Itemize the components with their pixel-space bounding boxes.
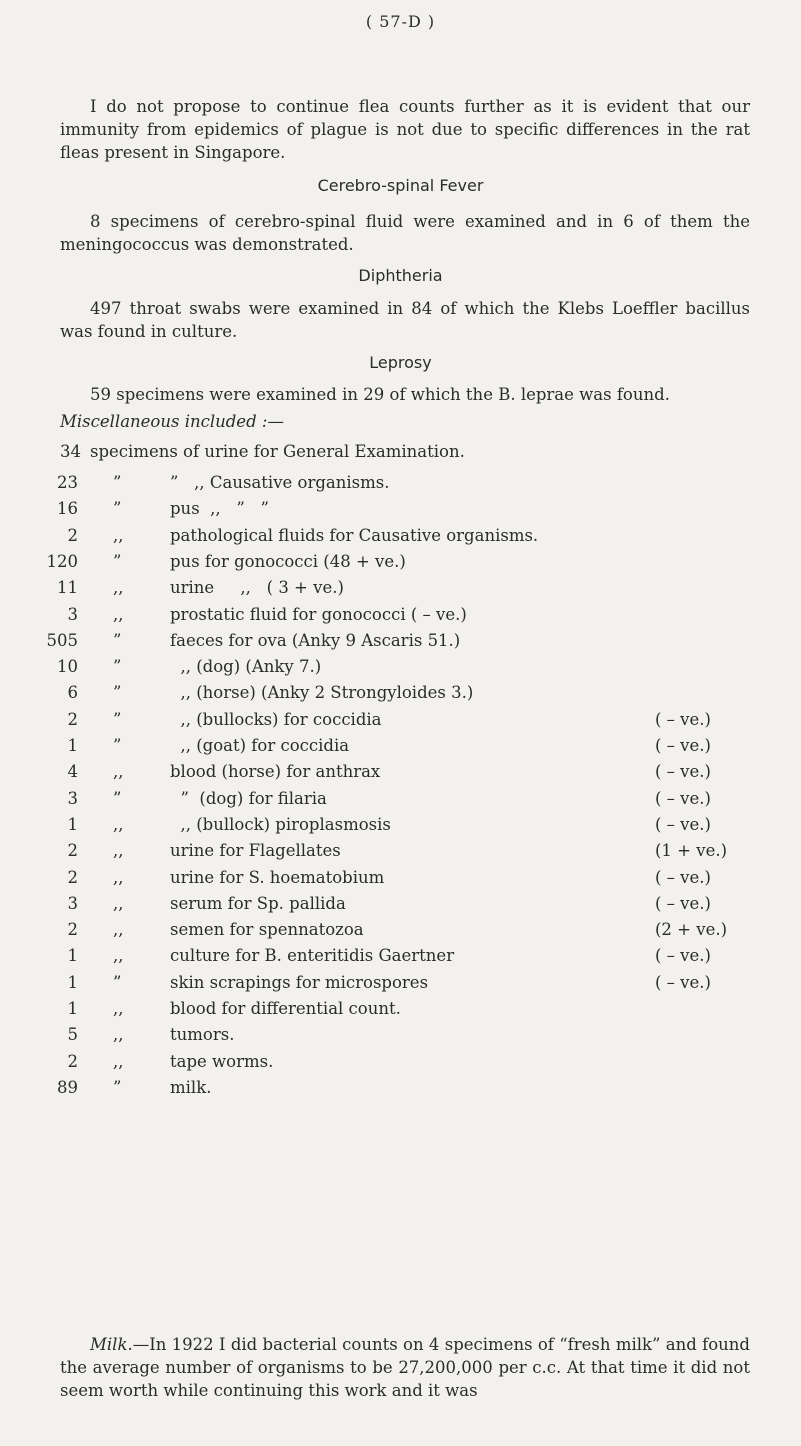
misc-count: 2 [67, 920, 78, 940]
misc-row [0, 710, 801, 736]
misc-count: 5 [67, 1025, 78, 1045]
paragraph-cerebro-spinal-fever: 8 specimens of cerebro-spinal fluid were examined and in 6 of them the meningococcus was demonstrated. [60, 212, 750, 254]
misc-row [0, 1052, 801, 1078]
misc-result: ( – ve.) [655, 709, 711, 729]
intro-paragraph: I do not propose to continue flea counts further as it is evident that our immunity from epidemics of plague is not due to specific differences in the rat fleas present in Singapore. [60, 97, 750, 162]
misc-description: milk. [170, 1077, 212, 1097]
misc-description: urine ,, ( 3 + ve.) [170, 578, 344, 598]
heading-diphtheria: Diphtheria [358, 266, 443, 285]
misc-ditto: ,, [113, 604, 124, 624]
misc-ditto: ,, [113, 920, 124, 940]
misc-count: 11 [57, 578, 78, 598]
misc-result: (1 + ve.) [655, 841, 728, 861]
misc-description: ,, (dog) (Anky 7.) [170, 657, 322, 677]
misc-row [0, 841, 801, 867]
misc-ditto: ” [113, 683, 122, 703]
misc-ditto: ,, [113, 999, 124, 1018]
misc-count: 3 [67, 893, 78, 913]
misc-result: (2 + ve.) [655, 920, 728, 940]
misc-ditto: ,, [113, 525, 124, 545]
misc-description: ,, (bullocks) for coccidia [170, 709, 382, 729]
misc-description: ,, (bullock) piroplasmosis [170, 814, 391, 834]
misc-description: serum for Sp. pallida [170, 893, 346, 913]
misc-description: pathological fluids for Causative organisms. [170, 525, 539, 545]
misc-result: ( – ve.) [655, 893, 711, 913]
misc-ditto: ,, [113, 814, 124, 834]
misc-description: blood (horse) for anthrax [170, 762, 381, 782]
misc-first-text: specimens of urine for General Examination. [90, 442, 465, 461]
misc-row [0, 789, 801, 815]
misc-ditto: ,, [113, 1051, 124, 1071]
misc-row [0, 999, 801, 1025]
page-number: ( 57-D ) [365, 12, 436, 31]
misc-ditto: ” [113, 630, 122, 650]
misc-count: 2 [67, 1051, 78, 1071]
misc-count: 10 [57, 657, 78, 677]
misc-row [0, 946, 801, 972]
misc-ditto: ” [113, 788, 122, 808]
misc-row [0, 1025, 801, 1051]
misc-count: 1 [67, 946, 78, 966]
misc-row [0, 973, 801, 999]
misc-ditto: ” [113, 972, 122, 992]
misc-ditto: ” [113, 499, 122, 519]
misc-row [0, 1078, 801, 1104]
misc-result: ( – ve.) [655, 736, 711, 755]
misc-description: ” (dog) for filaria [170, 788, 327, 808]
misc-result: ( – ve.) [655, 946, 711, 966]
misc-row [0, 894, 801, 920]
misc-row [0, 499, 801, 525]
misc-count: 3 [67, 788, 78, 808]
misc-description: tumors. [170, 1025, 235, 1045]
misc-result: ( – ve.) [655, 762, 711, 782]
misc-row [0, 815, 801, 841]
heading-leprosy: Leprosy [369, 353, 432, 372]
misc-description: pus for gonococci (48 + ve.) [170, 551, 406, 571]
misc-row [0, 736, 801, 762]
misc-ditto: ” [113, 473, 122, 492]
misc-description: semen for spennatozoa [170, 920, 364, 940]
misc-row [0, 657, 801, 683]
misc-ditto: ,, [113, 841, 124, 861]
misc-result: ( – ve.) [655, 867, 711, 887]
misc-count: 1 [67, 736, 78, 755]
misc-count: 1 [67, 814, 78, 834]
misc-count: 23 [57, 473, 78, 492]
misc-ditto: ” [113, 1077, 122, 1097]
misc-count: 1 [67, 972, 78, 992]
misc-count: 16 [57, 499, 78, 519]
misc-description: tape worms. [170, 1051, 274, 1071]
misc-description: ,, (horse) (Anky 2 Strongyloides 3.) [170, 683, 474, 703]
misc-row [0, 868, 801, 894]
misc-count: 505 [46, 630, 78, 650]
misc-description: skin scrapings for microspores [170, 972, 429, 992]
milk-paragraph [60, 1333, 750, 1402]
misc-description: prostatic fluid for gonococci ( – ve.) [170, 604, 467, 624]
misc-ditto: ,, [113, 867, 124, 887]
misc-ditto: ,, [113, 578, 124, 598]
milk-text: —In 1922 I did bacterial counts on 4 specimens of “fresh milk” and found the average number of organisms to be 27,200,000 per c.c. At that time it did not seem worth while continuing this work and it was [60, 1335, 750, 1400]
misc-count: 120 [46, 551, 78, 571]
misc-description: blood for differential count. [170, 999, 401, 1018]
misc-row [0, 526, 801, 552]
misc-row [0, 762, 801, 788]
misc-description: faeces for ova (Anky 9 Ascaris 51.) [170, 630, 461, 650]
misc-row [0, 605, 801, 631]
misc-count: 2 [67, 841, 78, 861]
paragraph-diphtheria: 497 throat swabs were examined in 84 of which the Klebs Loeffler bacillus was found in culture. [60, 299, 750, 341]
misc-ditto: ” [113, 736, 122, 755]
misc-row [0, 631, 801, 657]
misc-ditto: ,, [113, 1025, 124, 1045]
misc-row [0, 552, 801, 578]
misc-ditto: ,, [113, 946, 124, 966]
misc-result: ( – ve.) [655, 788, 711, 808]
misc-first-count: 34 [60, 442, 81, 461]
misc-first-row [0, 442, 801, 468]
heading-cerebro-spinal-fever: Cerebro-spinal Fever [317, 176, 484, 195]
misc-count: 2 [67, 709, 78, 729]
misc-row [0, 683, 801, 709]
misc-count: 89 [57, 1077, 78, 1097]
misc-description: ,, (goat) for coccidia [170, 736, 350, 755]
misc-ditto: ” [113, 709, 122, 729]
misc-description: pus ,, ” ” [170, 499, 269, 519]
misc-result: ( – ve.) [655, 814, 711, 834]
misc-row [0, 473, 801, 499]
misc-row [0, 578, 801, 604]
misc-count: 4 [67, 762, 78, 782]
miscellaneous-heading: Miscellaneous included :— [60, 412, 284, 431]
milk-label: Milk. [90, 1335, 133, 1354]
misc-count: 2 [67, 525, 78, 545]
misc-count: 2 [67, 867, 78, 887]
misc-count: 3 [67, 604, 78, 624]
misc-count: 1 [67, 999, 78, 1018]
misc-ditto: ,, [113, 893, 124, 913]
misc-count: 6 [67, 683, 78, 703]
misc-result: ( – ve.) [655, 972, 711, 992]
misc-row [0, 920, 801, 946]
paragraph-leprosy: 59 specimens were examined in 29 of which the B. leprae was found. [90, 385, 670, 404]
misc-description: ” ,, Causative organisms. [170, 473, 390, 492]
misc-ditto: ” [113, 551, 122, 571]
misc-description: urine for Flagellates [170, 841, 341, 861]
misc-description: culture for B. enteritidis Gaertner [170, 946, 455, 966]
misc-ditto: ,, [113, 762, 124, 782]
misc-ditto: ” [113, 657, 122, 677]
misc-description: urine for S. hoematobium [170, 867, 385, 887]
